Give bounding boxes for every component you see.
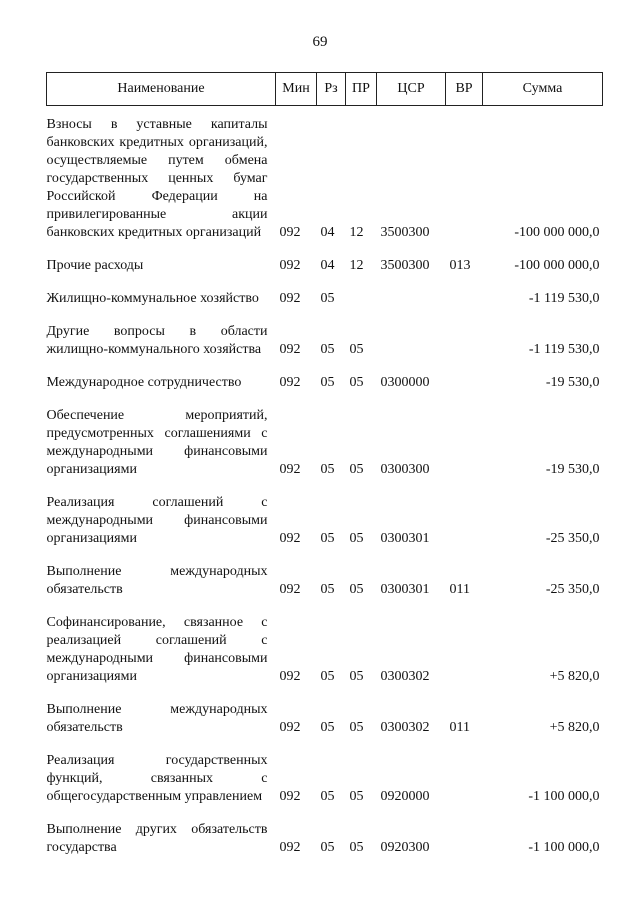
cell-pr: 05	[349, 720, 364, 735]
header-pr: ПР	[346, 73, 377, 106]
header-name: Наименование	[47, 73, 276, 106]
table-row	[47, 397, 603, 484]
cell-vr: 013	[449, 258, 471, 273]
cell-csr: 0300000	[380, 375, 430, 390]
cell-rz: 05	[320, 582, 335, 597]
cell-pr: 12	[349, 258, 364, 273]
cell-rz: 05	[320, 291, 335, 306]
cell-csr: 0300302	[380, 720, 430, 735]
cell-pr: 05	[349, 582, 364, 597]
cell-vr	[446, 364, 483, 397]
cell-rz: 04	[320, 258, 335, 273]
cell-csr: 3500300	[380, 225, 430, 240]
cell-name: Взносы в уставные капиталы банковских кредитных организаций, осуществляемые путем обмена государственных ценных бумаг Российской Федерации на привилегированные акции банковских кредитных организаций	[46, 117, 268, 240]
cell-pr: 05	[349, 462, 364, 477]
cell-pr: 05	[349, 669, 364, 684]
cell-rz: 04	[320, 225, 335, 240]
cell-sum: +5 820,0	[549, 720, 600, 735]
table-row	[47, 811, 603, 862]
cell-name: Выполнение других обязательств государства	[46, 822, 268, 855]
cell-rz: 05	[320, 375, 335, 390]
cell-pr: 05	[349, 840, 364, 855]
cell-name: Софинансирование, связанное с реализацией соглашений с международными финансовыми организациями	[46, 615, 268, 684]
table-body	[47, 106, 603, 863]
table-row	[47, 553, 603, 604]
table-row	[47, 691, 603, 742]
cell-rz: 05	[320, 720, 335, 735]
cell-sum: -1 119 530,0	[528, 342, 600, 357]
cell-min: 092	[279, 531, 301, 546]
table-row	[47, 484, 603, 553]
cell-vr	[446, 106, 483, 248]
cell-name: Другие вопросы в области жилищно-коммунального хозяйства	[46, 324, 268, 357]
cell-min: 092	[279, 291, 301, 306]
cell-min: 092	[279, 258, 301, 273]
table-row	[47, 280, 603, 313]
cell-sum: -1 100 000,0	[528, 789, 600, 804]
cell-min: 092	[279, 840, 301, 855]
cell-pr: 05	[349, 375, 364, 390]
table-header	[47, 73, 603, 106]
cell-name: Реализация государственных функций, связанных с общегосударственным управлением	[46, 753, 268, 804]
cell-rz: 05	[320, 342, 335, 357]
cell-min: 092	[279, 720, 301, 735]
cell-sum: -25 350,0	[545, 582, 600, 597]
cell-vr: 011	[449, 720, 470, 735]
cell-csr: 3500300	[380, 258, 430, 273]
header-csr: ЦСР	[377, 73, 446, 106]
cell-vr	[446, 280, 483, 313]
cell-vr: 011	[449, 582, 470, 597]
cell-sum: -1 119 530,0	[528, 291, 600, 306]
cell-csr: 0300301	[380, 582, 430, 597]
cell-csr	[377, 280, 446, 313]
cell-name: Обеспечение мероприятий, предусмотренных соглашениями с международными финансовыми организациями	[46, 408, 268, 477]
cell-name: Выполнение международных обязательств	[46, 564, 268, 597]
cell-rz: 05	[320, 669, 335, 684]
cell-name: Жилищно-коммунальное хозяйство	[46, 291, 259, 306]
cell-csr	[377, 313, 446, 364]
header-rz: Рз	[317, 73, 346, 106]
table-row	[47, 604, 603, 691]
cell-sum: -100 000 000,0	[514, 258, 600, 273]
budget-table	[46, 72, 603, 862]
table-row	[47, 313, 603, 364]
cell-rz: 05	[320, 789, 335, 804]
cell-sum: -19 530,0	[545, 462, 600, 477]
cell-pr	[346, 280, 377, 313]
cell-name: Реализация соглашений с международными финансовыми организациями	[46, 495, 268, 546]
cell-min: 092	[279, 342, 301, 357]
cell-vr	[446, 604, 483, 691]
cell-pr: 05	[349, 531, 364, 546]
cell-sum: -1 100 000,0	[528, 840, 600, 855]
cell-rz: 05	[320, 840, 335, 855]
cell-vr	[446, 484, 483, 553]
cell-min: 092	[279, 582, 301, 597]
cell-min: 092	[279, 462, 301, 477]
page-number: 69	[312, 34, 328, 50]
cell-csr: 0920000	[380, 789, 430, 804]
cell-min: 092	[279, 789, 301, 804]
table-row	[47, 247, 603, 280]
cell-csr: 0300302	[380, 669, 430, 684]
table-row	[47, 742, 603, 811]
cell-pr: 05	[349, 789, 364, 804]
cell-vr	[446, 313, 483, 364]
cell-pr: 12	[349, 225, 364, 240]
cell-min: 092	[279, 225, 301, 240]
table-row	[47, 106, 603, 248]
cell-csr: 0920300	[380, 840, 430, 855]
cell-min: 092	[279, 375, 301, 390]
cell-csr: 0300301	[380, 531, 430, 546]
cell-vr	[446, 811, 483, 862]
cell-name: Выполнение международных обязательств	[46, 702, 268, 735]
cell-vr	[446, 397, 483, 484]
header-sum: Сумма	[483, 73, 603, 106]
cell-rz: 05	[320, 462, 335, 477]
header-vr: ВР	[446, 73, 483, 106]
cell-min: 092	[279, 669, 301, 684]
cell-sum: -100 000 000,0	[514, 225, 600, 240]
cell-pr: 05	[349, 342, 364, 357]
cell-sum: -25 350,0	[545, 531, 600, 546]
cell-name: Прочие расходы	[46, 258, 144, 273]
header-min: Мин	[276, 73, 317, 106]
cell-sum: -19 530,0	[545, 375, 600, 390]
cell-csr: 0300300	[380, 462, 430, 477]
cell-rz: 05	[320, 531, 335, 546]
cell-sum: +5 820,0	[549, 669, 600, 684]
cell-name: Международное сотрудничество	[46, 375, 242, 390]
cell-vr	[446, 742, 483, 811]
table-row	[47, 364, 603, 397]
